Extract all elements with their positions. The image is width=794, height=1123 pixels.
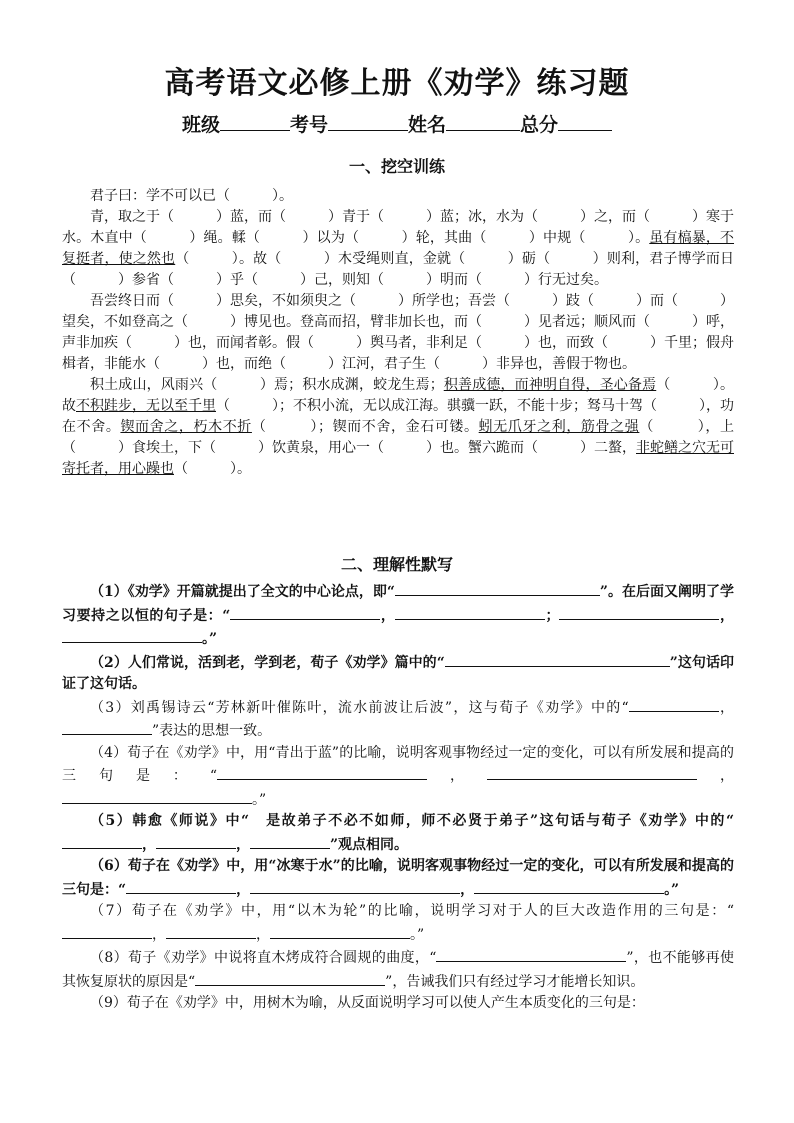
question-6: （6）荀子在《劝学》中，用“冰寒于水”的比喻，说明客观事物经过一定的变化，可以有所发展和提高的三句是：“ ， ， 。” xyxy=(62,858,734,898)
q8-blank-1[interactable] xyxy=(436,946,626,962)
question-8: （8）荀子《劝学》中说将直木烤成符合圆规的曲度，“ ”，也不能够再使其恢复原状的原因是“ ”，告诫我们只有经过学习才能增长知识。 xyxy=(62,946,734,993)
q3-blank-1[interactable] xyxy=(629,696,719,712)
q6-blank-1[interactable] xyxy=(126,878,236,894)
q5-blank-1[interactable] xyxy=(62,833,142,849)
exam-no-field[interactable] xyxy=(328,112,408,131)
q4-blank-2[interactable] xyxy=(487,764,697,780)
q6-blank-3[interactable] xyxy=(474,878,664,894)
q5-blank-3[interactable] xyxy=(250,833,330,849)
name-field[interactable] xyxy=(446,112,520,131)
student-info-line xyxy=(0,110,794,137)
q4-blank-1[interactable] xyxy=(217,764,427,780)
q7-blank-2[interactable] xyxy=(166,923,256,939)
question-5: （5）韩愈《师说》中“ 是故弟子不必不如师，师不必贤于弟子”这句话与荀子《劝学》中的“， ， ”观点相同。 xyxy=(62,811,734,856)
class-field[interactable] xyxy=(220,112,290,131)
q3-blank-2[interactable] xyxy=(62,719,152,735)
class-label: 班级 xyxy=(181,114,220,136)
question-2: （2）人们常说，活到老，学到老，荀子《劝学》篇中的“ ”这句话印证了这句话。 xyxy=(62,651,734,696)
score-field[interactable] xyxy=(558,112,612,131)
section1-heading: 一、挖空训练 xyxy=(348,157,445,176)
question-7: （7）荀子在《劝学》中，用“以木为轮”的比喻，说明学习对于人的巨大改造作用的三句是：“， ， 。” xyxy=(62,901,734,946)
q5-blank-2[interactable] xyxy=(156,833,236,849)
question-1: （1）《劝学》开篇就提出了全文的中心论点，即“ ”。在后面又阐明了学习要持之以恒的句子是：“ ， ； ，。” xyxy=(62,580,734,651)
name-label: 姓名 xyxy=(408,114,447,136)
paragraph-3: 吾尝终日而（ ）思矣，不如须臾之（ ）所学也；吾尝（ ）跂（ ）而（ ）望矣，不如登高之（ ）博见也。登高而招，臂非加长也，而（ ）见者远；顺风而（ ）呼，声非加疾（ ）也，而闻者彰。假（ ）舆马者，非利足（ ）也，而致（ ）千里；假舟楫者，非能水（ ）也，而绝（ ）江河，君子生（ ）非异也，善假于物也。 xyxy=(62,293,734,372)
section2-body xyxy=(62,580,734,1015)
q8-blank-2[interactable] xyxy=(195,970,385,986)
q1-blank-3[interactable] xyxy=(395,604,545,620)
q2-blank[interactable] xyxy=(445,651,670,667)
paragraph-1: 君子曰：学不可以已（ ）。 xyxy=(90,188,293,204)
score-label: 总分 xyxy=(520,114,559,136)
section1-body xyxy=(62,186,734,480)
page-title: 高考语文必修上册《劝学》练习题 xyxy=(164,66,630,101)
paragraph-4: 积土成山，风雨兴（ ）焉；积水成渊，蛟龙生焉；积善成德，而神明自得，圣心备焉（ ）。故不积跬步，无以至千里（ ）；不积小流，无以成江海。骐骥一跃，不能十步；驽马十驾（ ），功在不舍。锲而舍之，朽木不折（ ）；锲而不舍，金石可镂。蚓无爪牙之利，筋骨之强（ ），上（ ）食埃土，下（ ）饮黄泉，用心一（ ）也。蟹六跪而（ ）二螯，非蛇鳝之穴无可寄托者，用心躁也（ ）。 xyxy=(62,377,735,477)
q1-blank-1[interactable] xyxy=(395,580,600,596)
q6-blank-2[interactable] xyxy=(250,878,460,894)
section2-heading: 二、理解性默写 xyxy=(340,555,453,574)
question-4: （4）荀子在《劝学》中，用“青出于蓝”的比喻，说明客观事物经过一定的变化，可以有所发展和提高的三句是：“ ， ，。” xyxy=(62,744,734,808)
exam-no-label: 考号 xyxy=(289,114,328,136)
question-3: （3）刘禹锡诗云“芳林新叶催陈叶，流水前波让后波”，这与荀子《劝学》中的“ ，”表达的思想一致。 xyxy=(62,696,734,743)
question-9: （9）荀子在《劝学》中，用树木为喻，从反面说明学习可以使人产生本质变化的三句是： xyxy=(90,995,645,1011)
q1-blank-2[interactable] xyxy=(230,604,380,620)
q4-blank-3[interactable] xyxy=(62,788,252,804)
paragraph-2: 青，取之于（ ）蓝，而（ ）青于（ ）蓝；冰，水为（ ）之，而（ ）寒于水。木直中（ ）绳。輮（ ）以为（ ）轮，其曲（ ）中规（ ）。虽有槁暴，不复挺者，使之然也（ ）。故（ ）木受绳则直，金就（ ）砺（ ）则利，君子博学而日（ ）参省（ ）乎（ ）己，则知（ ）明而（ ）行无过矣。 xyxy=(62,209,735,288)
q1-blank-4[interactable] xyxy=(559,604,719,620)
q7-blank-1[interactable] xyxy=(62,923,152,939)
q7-blank-3[interactable] xyxy=(270,923,410,939)
q1-blank-5[interactable] xyxy=(62,627,202,643)
